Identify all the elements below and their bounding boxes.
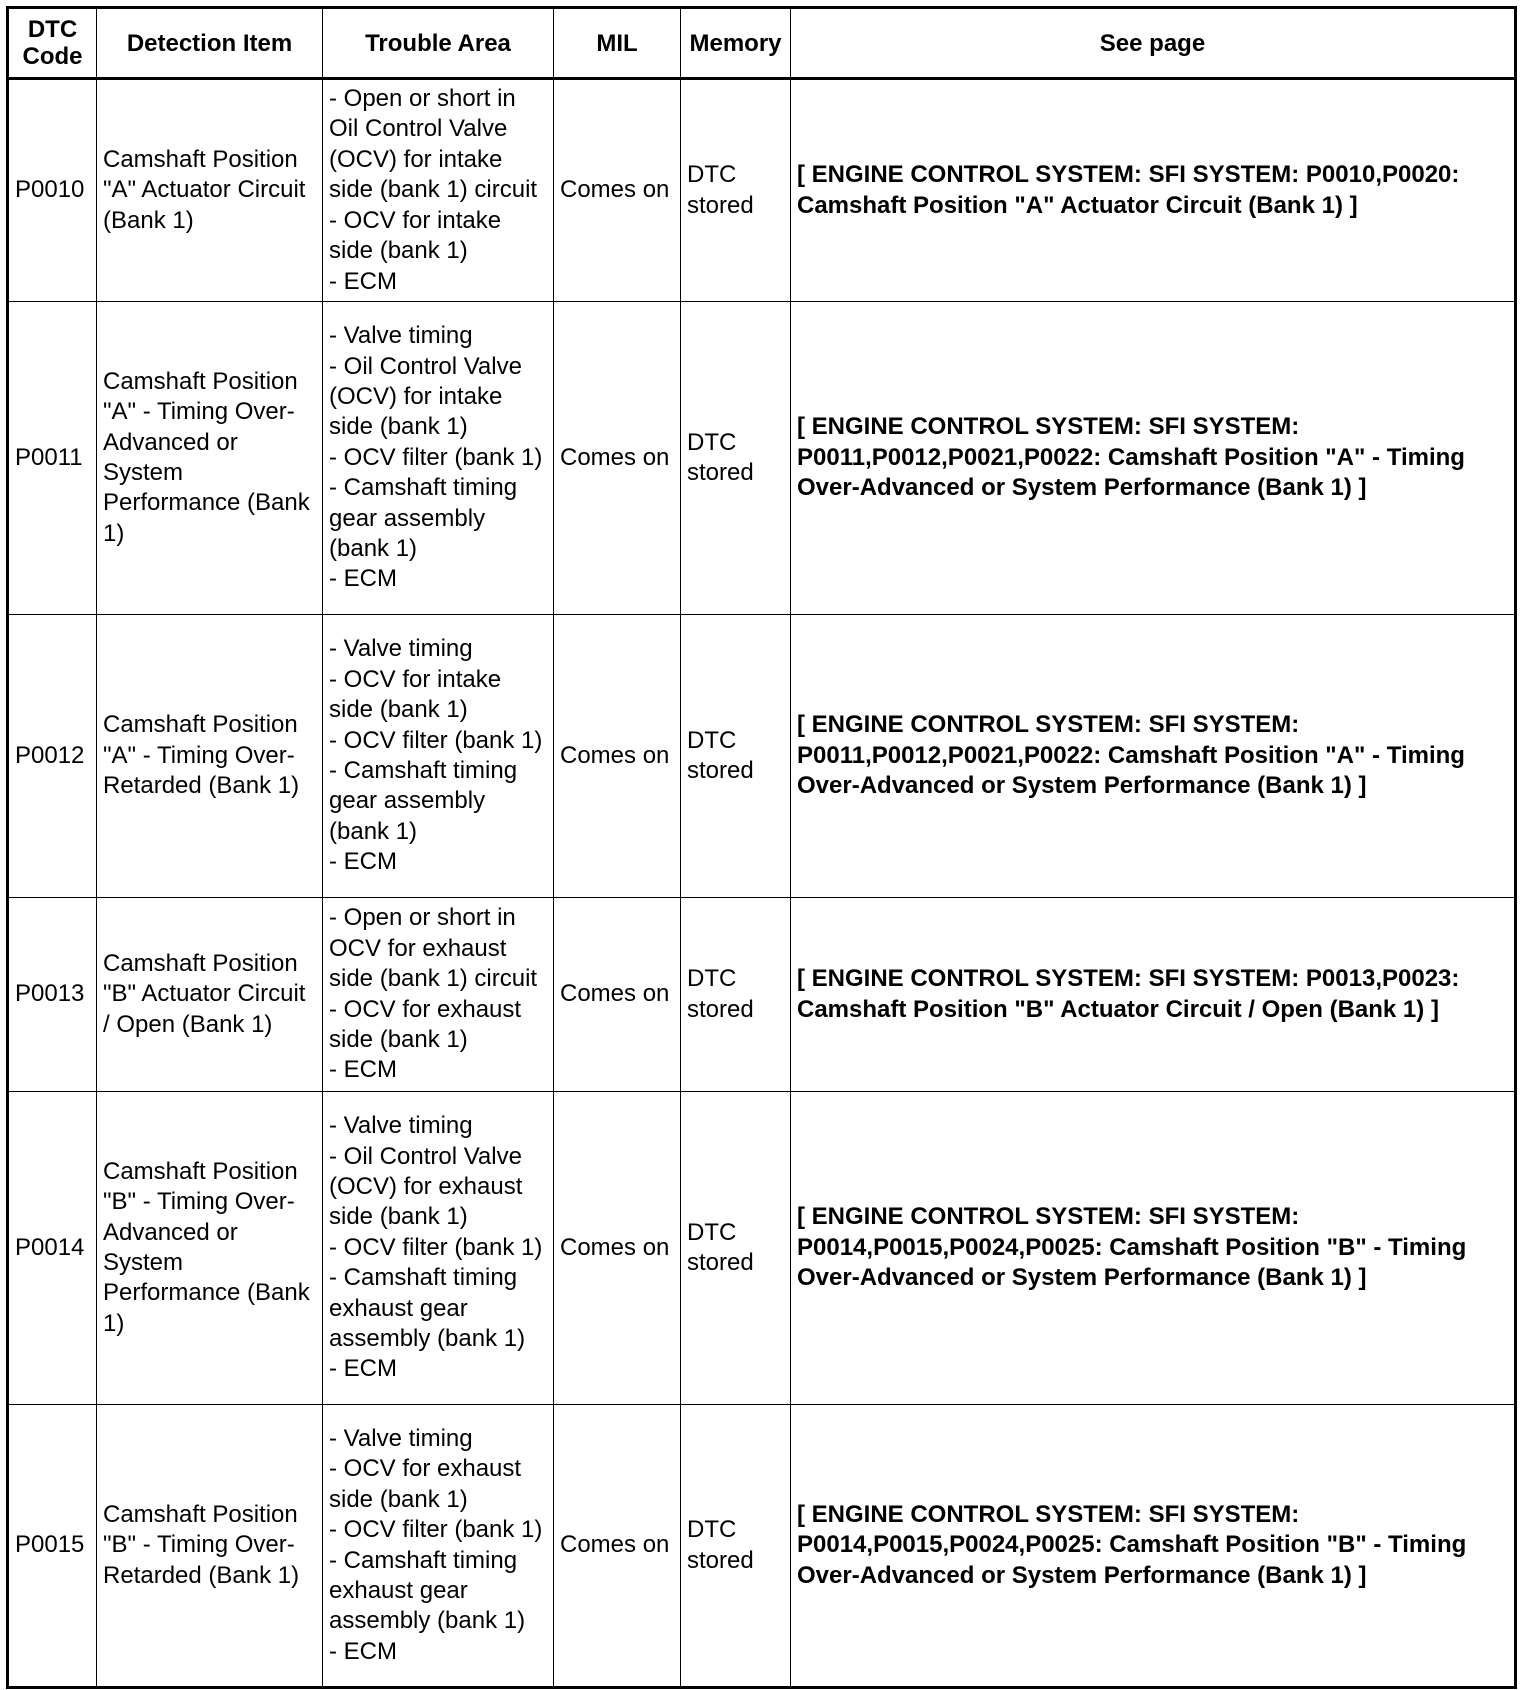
trouble-area-item: - ECM [329, 565, 397, 593]
header-row [8, 8, 1516, 79]
memory-cell: DTC stored [681, 79, 791, 302]
detection-item-cell: Camshaft Position "A" Actuator Circuit (Bank 1) [97, 79, 323, 302]
see-page-link[interactable]: [ ENGINE CONTROL SYSTEM: SFI SYSTEM: P0014,P0015,P0024,P0025: Camshaft Position "B" - Timing Over-Advanced or System Performance (Bank 1) ] [791, 1405, 1516, 1688]
memory-cell: DTC stored [681, 1092, 791, 1405]
trouble-area-item: - ECM [329, 1355, 397, 1383]
dtc-code-cell: P0014 [8, 1092, 97, 1405]
header-see-page: See page [791, 8, 1516, 79]
memory-cell: DTC stored [681, 615, 791, 898]
dtc-code-cell: P0015 [8, 1405, 97, 1688]
table-row [8, 615, 1516, 898]
trouble-area-cell [323, 615, 554, 898]
trouble-area-item: - Valve timing [329, 1112, 473, 1140]
trouble-area-item: - OCV for intake side (bank 1) [329, 206, 502, 265]
memory-cell: DTC stored [681, 1405, 791, 1688]
mil-cell: Comes on [554, 1405, 681, 1688]
trouble-area-item: - ECM [329, 1056, 397, 1084]
trouble-area-item: - Oil Control Valve (OCV) for intake side (bank 1) [329, 352, 522, 441]
detection-item-cell: Camshaft Position "A" - Timing Over-Retarded (Bank 1) [97, 615, 323, 898]
header-memory: Memory [681, 8, 791, 79]
mil-cell: Comes on [554, 1092, 681, 1405]
table-row [8, 79, 1516, 302]
table-row [8, 1092, 1516, 1405]
detection-item-cell: Camshaft Position "B" Actuator Circuit / Open (Bank 1) [97, 898, 323, 1092]
table-row [8, 898, 1516, 1092]
detection-item-cell: Camshaft Position "B" - Timing Over-Retarded (Bank 1) [97, 1405, 323, 1688]
trouble-area-item: - Camshaft timing gear assembly (bank 1) [329, 474, 518, 563]
detection-item-cell: Camshaft Position "A" - Timing Over-Advanced or System Performance (Bank 1) [97, 302, 323, 615]
trouble-area-item: - Open or short in OCV for exhaust side (bank 1) circuit [329, 904, 538, 993]
trouble-area-item: - Valve timing [329, 1424, 473, 1452]
trouble-area-item: - Valve timing [329, 322, 473, 350]
memory-cell: DTC stored [681, 302, 791, 615]
dtc-code-cell: P0011 [8, 302, 97, 615]
trouble-area-item: - ECM [329, 848, 397, 876]
mil-cell: Comes on [554, 615, 681, 898]
mil-cell: Comes on [554, 302, 681, 615]
trouble-area-item: - OCV filter (bank 1) [329, 1233, 543, 1261]
trouble-area-item: - OCV filter (bank 1) [329, 443, 543, 471]
dtc-code-cell: P0013 [8, 898, 97, 1092]
header-detection-item: Detection Item [97, 8, 323, 79]
table-row [8, 302, 1516, 615]
header-trouble-area: Trouble Area [323, 8, 554, 79]
dtc-code-cell: P0012 [8, 615, 97, 898]
see-page-link[interactable]: [ ENGINE CONTROL SYSTEM: SFI SYSTEM: P0014,P0015,P0024,P0025: Camshaft Position "B" - Timing Over-Advanced or System Performance (Bank 1) ] [791, 1092, 1516, 1405]
see-page-link[interactable]: [ ENGINE CONTROL SYSTEM: SFI SYSTEM: P0011,P0012,P0021,P0022: Camshaft Position "A" - Timing Over-Advanced or System Performance (Bank 1) ] [791, 615, 1516, 898]
dtc-table [6, 6, 1517, 1689]
trouble-area-item: - Camshaft timing gear assembly (bank 1) [329, 757, 518, 845]
mil-cell: Comes on [554, 79, 681, 302]
memory-cell: DTC stored [681, 898, 791, 1092]
trouble-area-item: - OCV filter (bank 1) [329, 726, 543, 754]
trouble-area-item: - ECM [329, 1637, 397, 1665]
trouble-area-item: - OCV for exhaust side (bank 1) [329, 995, 522, 1053]
trouble-area-cell [323, 302, 554, 615]
mil-cell: Comes on [554, 898, 681, 1092]
see-page-link[interactable]: [ ENGINE CONTROL SYSTEM: SFI SYSTEM: P0013,P0023: Camshaft Position "B" Actuator Circuit / Open (Bank 1) ] [791, 898, 1516, 1092]
trouble-area-cell [323, 79, 554, 302]
trouble-area-item: - Valve timing [329, 635, 473, 663]
table-row [8, 1405, 1516, 1688]
trouble-area-item: - ECM [329, 267, 397, 295]
trouble-area-cell [323, 1092, 554, 1405]
see-page-link[interactable]: [ ENGINE CONTROL SYSTEM: SFI SYSTEM: P0011,P0012,P0021,P0022: Camshaft Position "A" - Timing Over-Advanced or System Performance (Bank 1) ] [791, 302, 1516, 615]
see-page-link[interactable]: [ ENGINE CONTROL SYSTEM: SFI SYSTEM: P0010,P0020: Camshaft Position "A" Actuator Circuit (Bank 1) ] [791, 79, 1516, 302]
trouble-area-item: - OCV filter (bank 1) [329, 1516, 543, 1544]
trouble-area-item: - OCV for exhaust side (bank 1) [329, 1455, 522, 1513]
trouble-area-item: - Camshaft timing exhaust gear assembly (bank 1) [329, 1546, 526, 1635]
trouble-area-item: - Camshaft timing exhaust gear assembly (bank 1) [329, 1264, 526, 1353]
detection-item-cell: Camshaft Position "B" - Timing Over-Advanced or System Performance (Bank 1) [97, 1092, 323, 1405]
trouble-area-item: - OCV for intake side (bank 1) [329, 665, 502, 724]
trouble-area-item: - Open or short in Oil Control Valve (OCV) for intake side (bank 1) circuit [329, 85, 538, 204]
dtc-code-cell: P0010 [8, 79, 97, 302]
trouble-area-item: - Oil Control Valve (OCV) for exhaust side (bank 1) [329, 1142, 523, 1231]
header-dtc-code: DTC Code [8, 8, 97, 79]
trouble-area-cell [323, 898, 554, 1092]
trouble-area-cell [323, 1405, 554, 1688]
header-mil: MIL [554, 8, 681, 79]
